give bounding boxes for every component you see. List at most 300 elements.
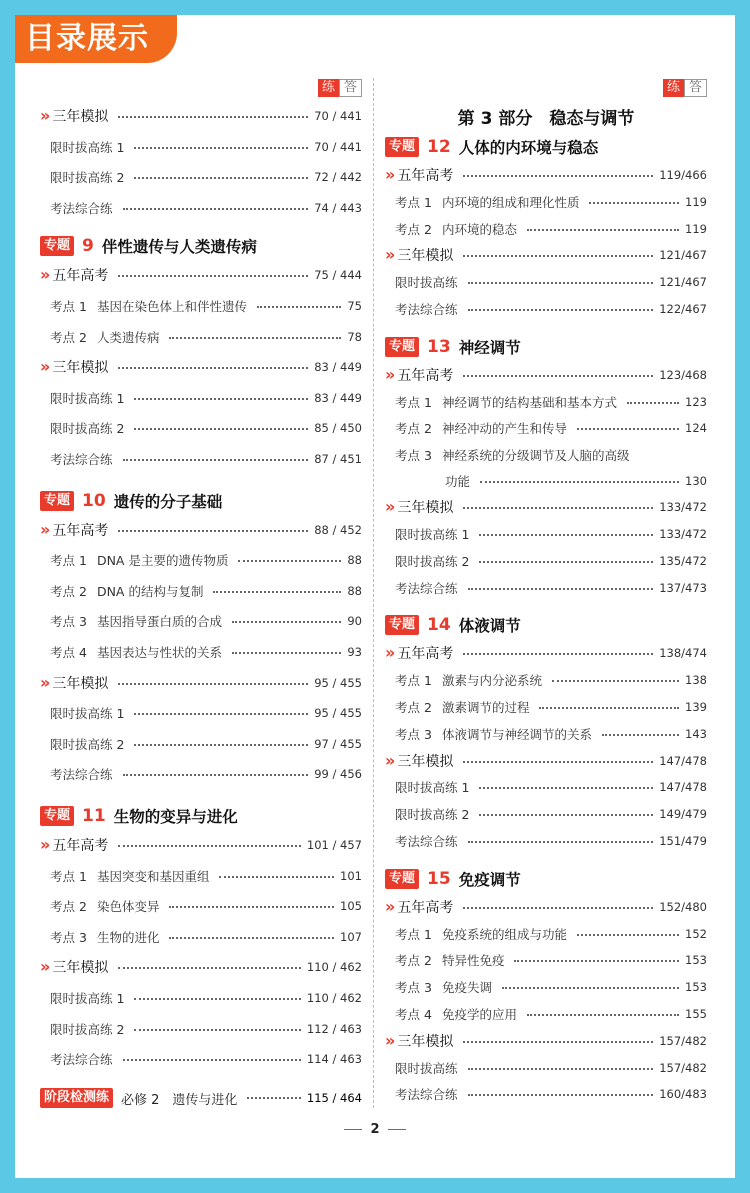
topic-title: 体液调节: [458, 617, 521, 636]
toc-label: 染色体变异: [96, 899, 160, 915]
dot-leader: [468, 841, 654, 843]
page-ref: 110 / 462: [306, 960, 362, 975]
toc-label: » 三年模拟: [385, 751, 453, 771]
page-ref: 95 / 455: [314, 706, 362, 721]
point-number: 考点 2: [395, 221, 432, 237]
topic-tag: 专题: [385, 137, 419, 157]
dot-leader: [118, 116, 308, 118]
toc-entry-row[interactable]: [385, 524, 707, 544]
dot-leader: [577, 934, 679, 936]
page-ref: 138: [685, 673, 707, 688]
dot-leader: [602, 734, 679, 736]
page-ref: 138/474: [659, 646, 707, 661]
badge-answer: 答: [339, 79, 362, 97]
topic-tag: 专题: [40, 806, 74, 826]
topic-title: 遗传的分子基础: [113, 492, 223, 511]
toc-label: 限时拔高练 2: [395, 553, 470, 569]
topic-tag: 专题: [40, 491, 74, 511]
topic-heading[interactable]: [385, 135, 707, 159]
dot-leader: [468, 309, 654, 311]
toc-label: » 五年高考: [40, 520, 108, 540]
toc-section-row[interactable]: [40, 520, 362, 540]
page-ref: 147/478: [659, 780, 707, 795]
toc-section-row[interactable]: [40, 106, 362, 126]
toc-label: 神经系统的分级调节及人脑的高级: [441, 448, 630, 464]
topic-heading[interactable]: [385, 867, 707, 891]
dot-leader: [247, 1097, 300, 1099]
toc-label: » 五年高考: [40, 265, 108, 285]
point-number: 考点 2: [395, 421, 432, 437]
point-number: 考点 1: [395, 926, 432, 942]
page-ref: 88: [347, 553, 362, 568]
dot-leader: [134, 713, 308, 715]
page-ref: 135/472: [659, 553, 707, 568]
toc-label: 限时拔高练: [395, 275, 458, 291]
toc-label: 考法综合练: [395, 1087, 458, 1103]
toc-entry-row[interactable]: [40, 167, 362, 187]
toc-point-row-cont[interactable]: [385, 471, 707, 491]
toc-label: DNA 是主要的遗传物质: [96, 553, 229, 569]
toc-point-row[interactable]: [385, 724, 707, 744]
page-ref: 70 / 441: [314, 139, 362, 154]
toc-point-row[interactable]: [40, 896, 362, 916]
dot-leader: [463, 653, 653, 655]
page-ref: 157/482: [659, 1033, 707, 1048]
toc-entry-row[interactable]: [40, 1049, 362, 1069]
dot-leader: [463, 375, 653, 377]
toc-label: » 三年模拟: [385, 497, 453, 517]
toc-section-row[interactable]: [40, 957, 362, 977]
toc-point-row[interactable]: [385, 1004, 707, 1024]
page-ref: 95 / 455: [314, 675, 362, 690]
page-ref: 119: [685, 194, 707, 209]
dot-leader: [118, 275, 308, 277]
page-footer: [0, 1122, 750, 1137]
toc-label: 限时拔高练 2: [50, 170, 125, 186]
topic-title: 伴性遗传与人类遗传病: [101, 238, 257, 257]
toc-point-row[interactable]: [40, 550, 362, 570]
dot-leader: [463, 907, 653, 909]
toc-label: » 五年高考: [385, 643, 453, 663]
toc-label: 限时拔高练 1: [50, 139, 125, 155]
topic-title: 人体的内环境与稳态: [458, 139, 599, 157]
dot-leader: [479, 787, 653, 789]
point-number: 考点 2: [395, 700, 432, 715]
toc-point-row[interactable]: [40, 642, 362, 662]
toc-label: 激素与内分泌系统: [441, 673, 542, 689]
stage-tag: 阶段检测练: [40, 1088, 113, 1108]
badge-practice: 练: [663, 79, 684, 97]
topic-title: 神经调节: [458, 338, 521, 357]
dot-leader: [479, 814, 653, 816]
badge-answer: 答: [684, 79, 707, 97]
page-ref: 139: [685, 700, 707, 714]
page-ref: 105: [340, 899, 362, 914]
toc-section-row[interactable]: [385, 1031, 707, 1051]
topic-number: 9: [82, 236, 94, 257]
page-ref: 74 / 443: [314, 200, 362, 215]
point-number: 考点 1: [395, 394, 432, 410]
part-heading: 第 3 部分 稳态与调节: [457, 109, 635, 129]
toc-label: 特异性免疫: [441, 953, 505, 969]
page-ref: 107: [340, 929, 362, 944]
toc-label: » 三年模拟: [40, 957, 108, 977]
page-ref: 157/482: [659, 1060, 707, 1075]
toc-entry-row[interactable]: [40, 764, 362, 784]
toc-label: 限时拔高练: [395, 1060, 458, 1076]
page-ref: 124: [685, 421, 707, 436]
topic-tag: 专题: [385, 615, 419, 635]
topic-number: 12: [427, 137, 451, 157]
toc-label: 免疫失调: [441, 980, 492, 996]
toc-label: » 三年模拟: [40, 673, 108, 693]
page-ref: 90: [347, 614, 362, 629]
page-ref: 85 / 450: [314, 421, 362, 436]
toc-label: » 三年模拟: [385, 1031, 453, 1051]
page-ref: 149/479: [659, 807, 707, 822]
page-ref: 122/467: [659, 302, 707, 316]
page-ref: 121/467: [659, 248, 707, 263]
topic-number: 11: [82, 806, 106, 826]
toc-label: 内环境的组成和理化性质: [441, 194, 580, 210]
point-number: 考点 1: [50, 553, 87, 569]
dot-leader: [213, 591, 341, 593]
toc-label: » 三年模拟: [40, 357, 108, 377]
stage-test-row[interactable]: [40, 1087, 362, 1109]
toc-entry-row[interactable]: [385, 299, 707, 319]
toc-entry-row[interactable]: [385, 551, 707, 571]
toc-section-row[interactable]: [40, 835, 362, 855]
toc-point-row[interactable]: [40, 927, 362, 947]
toc-entry-row[interactable]: [385, 1084, 707, 1104]
point-number: 考点 1: [395, 673, 432, 689]
footer-rule: [388, 1129, 406, 1130]
dot-leader: [589, 202, 679, 204]
toc-label: » 三年模拟: [385, 245, 453, 265]
dot-leader: [123, 459, 309, 461]
dot-leader: [577, 428, 679, 430]
page-ref: 153: [685, 953, 707, 968]
toc-section-row[interactable]: [40, 673, 362, 693]
toc-entry-row[interactable]: [40, 449, 362, 469]
topic-tag: 专题: [385, 337, 419, 357]
toc-point-row[interactable]: [385, 977, 707, 997]
dot-leader: [502, 987, 679, 989]
dot-leader: [134, 428, 308, 430]
toc-label: 考法综合练: [395, 302, 458, 317]
point-number: 考点 2: [50, 899, 87, 915]
toc-point-row[interactable]: [385, 192, 707, 212]
page-ref: 101: [340, 868, 362, 883]
page-ref: 93: [347, 645, 362, 659]
dot-leader: [118, 367, 308, 369]
toc-entry-row[interactable]: [385, 777, 707, 797]
toc-label: DNA 的结构与复制: [96, 583, 204, 599]
toc-label: 体液调节与神经调节的关系: [441, 726, 592, 742]
toc-section-row[interactable]: [385, 365, 707, 385]
dot-leader: [169, 337, 341, 339]
page-ref: 151/479: [659, 834, 707, 848]
topic-number: 15: [427, 868, 451, 889]
toc-entry-row[interactable]: [385, 272, 707, 292]
catalog-banner: 目录展示: [15, 15, 177, 63]
page-ref: 72 / 442: [314, 170, 362, 185]
topic-heading[interactable]: [385, 335, 707, 359]
toc-label: 免疫学的应用: [441, 1007, 517, 1022]
toc-label: » 五年高考: [385, 897, 453, 917]
toc-entry-row[interactable]: [385, 804, 707, 824]
dot-leader: [468, 1068, 654, 1070]
toc-section-row[interactable]: [385, 245, 707, 265]
toc-label: 内环境的稳态: [441, 221, 517, 237]
toc-section-row[interactable]: [385, 751, 707, 771]
page-ref: 119/466: [659, 168, 707, 182]
dot-leader: [257, 306, 341, 308]
page-ref: 88 / 452: [314, 522, 362, 537]
point-number: 考点 3: [395, 980, 432, 996]
dot-leader: [468, 282, 654, 284]
dot-leader: [123, 208, 309, 210]
page-ref: 152/480: [659, 899, 707, 914]
toc-label-cont: 功能: [445, 474, 471, 490]
dot-leader: [134, 1029, 300, 1031]
left-column: [40, 0, 362, 1193]
page-ref: 123: [685, 394, 707, 409]
toc-entry-row[interactable]: [40, 703, 362, 723]
dot-leader: [627, 402, 679, 404]
dot-leader: [169, 937, 334, 939]
toc-entry-row[interactable]: [385, 831, 707, 851]
page-ref: 87 / 451: [314, 452, 362, 466]
topic-heading[interactable]: [40, 804, 362, 828]
toc-label: 激素调节的过程: [441, 700, 530, 715]
toc-point-row[interactable]: [385, 950, 707, 970]
dot-leader: [134, 147, 308, 149]
point-number: 考点 2: [50, 583, 87, 599]
point-number: 考点 3: [50, 929, 87, 945]
toc-label: 考法综合练: [50, 452, 113, 467]
page-ref: 101 / 457: [306, 838, 362, 852]
page-ref: 119: [685, 221, 707, 236]
toc-label: 限时拔高练 2: [50, 1021, 125, 1037]
page-ref: 97 / 455: [314, 736, 362, 751]
dot-leader: [123, 1059, 301, 1061]
dot-leader: [463, 507, 653, 509]
page-ref: 70 / 441: [314, 109, 362, 123]
toc-label: 基因在染色体上和伴性遗传: [96, 299, 247, 314]
page-ref: 83 / 449: [314, 360, 362, 375]
page-ref: 153: [685, 980, 707, 995]
toc-section-row[interactable]: [40, 357, 362, 377]
toc-section-row[interactable]: [385, 497, 707, 517]
toc-label: » 五年高考: [385, 165, 453, 185]
page-ref: 88: [347, 583, 362, 598]
point-number: 考点 4: [395, 1007, 432, 1022]
dot-leader: [539, 707, 679, 709]
dot-leader: [527, 229, 679, 231]
page-ref: 137/473: [659, 580, 707, 595]
toc-entry-row[interactable]: [40, 988, 362, 1008]
toc-point-row[interactable]: [385, 418, 707, 438]
toc-label: 限时拔高练 2: [395, 807, 470, 823]
topic-heading[interactable]: [40, 234, 362, 258]
topic-number: 10: [82, 490, 106, 511]
page-ref: 133/472: [659, 500, 707, 515]
page-ref: 83 / 449: [314, 390, 362, 405]
badge-practice: 练: [318, 79, 339, 97]
page-number: 2: [370, 1122, 380, 1137]
page-ref: 75 / 444: [314, 268, 362, 283]
dot-leader: [463, 255, 653, 257]
dot-leader: [123, 774, 309, 776]
page-ref: 112 / 463: [306, 1021, 362, 1036]
toc-label: 限时拔高练 1: [50, 390, 125, 406]
stage-label: 必修 2 遗传与进化: [121, 1092, 238, 1108]
dot-leader: [118, 683, 308, 685]
toc-point-row[interactable]: [385, 445, 707, 465]
toc-point-row[interactable]: [40, 581, 362, 601]
point-number: 考点 1: [50, 868, 87, 884]
point-number: 考点 1: [395, 194, 432, 210]
toc-label: 基因突变和基因重组: [96, 868, 210, 884]
toc-entry-row[interactable]: [40, 418, 362, 438]
toc-entry-row[interactable]: [40, 734, 362, 754]
toc-label: 神经冲动的产生和传导: [441, 421, 567, 437]
toc-point-row[interactable]: [40, 327, 362, 347]
dot-leader: [238, 560, 341, 562]
dot-leader: [468, 1094, 654, 1096]
page-ref: 121/467: [659, 275, 707, 290]
toc-label: 限时拔高练 1: [395, 527, 470, 542]
toc-label: 限时拔高练 2: [50, 736, 125, 752]
page-ref: 130: [685, 474, 707, 489]
topic-tag: 专题: [385, 869, 419, 889]
page-ref: 75: [347, 299, 362, 313]
toc-entry-row[interactable]: [385, 578, 707, 598]
dot-leader: [463, 175, 653, 177]
toc-label: » 五年高考: [385, 365, 453, 385]
page-ref: 147/478: [659, 753, 707, 768]
topic-title: 生物的变异与进化: [113, 808, 238, 826]
toc-label: 神经调节的结构基础和基本方式: [441, 394, 617, 410]
dot-leader: [232, 652, 341, 654]
page-ref: 99 / 456: [314, 767, 362, 782]
toc-point-row[interactable]: [385, 670, 707, 690]
topic-heading[interactable]: [385, 613, 707, 637]
toc-section-row[interactable]: [40, 265, 362, 285]
dot-leader: [479, 534, 653, 536]
practice-answer-badge: [663, 79, 707, 97]
point-number: 考点 3: [395, 448, 432, 464]
toc-point-row[interactable]: [40, 611, 362, 631]
dot-leader: [134, 744, 308, 746]
dot-leader: [552, 680, 679, 682]
dot-leader: [232, 621, 341, 623]
toc-label: 基因表达与性状的关系: [96, 645, 222, 660]
toc-label: » 三年模拟: [40, 106, 108, 126]
dot-leader: [479, 561, 653, 563]
point-number: 考点 3: [50, 614, 87, 630]
toc-label: 考法综合练: [395, 580, 458, 596]
page-ref: 143: [685, 726, 707, 741]
page-ref: 123/468: [659, 367, 707, 382]
toc-point-row[interactable]: [385, 392, 707, 412]
toc-label: 限时拔高练 1: [50, 991, 125, 1006]
point-number: 考点 2: [395, 953, 432, 969]
practice-answer-badge: [318, 79, 362, 97]
toc-section-row[interactable]: [385, 165, 707, 185]
point-number: 考点 1: [50, 299, 87, 314]
point-number: 考点 2: [50, 329, 87, 345]
toc-entry-row[interactable]: [40, 388, 362, 408]
toc-section-row[interactable]: [385, 643, 707, 663]
toc-label: 人类遗传病: [96, 329, 160, 345]
toc-entry-row[interactable]: [385, 1058, 707, 1078]
topic-tag: 专题: [40, 236, 74, 256]
toc-point-row[interactable]: [385, 924, 707, 944]
toc-label: 基因指导蛋白质的合成: [96, 614, 222, 630]
dot-leader: [134, 177, 308, 179]
dot-leader: [134, 998, 300, 1000]
page-ref: 115 / 464: [306, 1091, 362, 1105]
toc-entry-row[interactable]: [40, 137, 362, 157]
page-ref: 114 / 463: [306, 1052, 362, 1067]
dot-leader: [118, 845, 301, 847]
topic-number: 14: [427, 615, 451, 636]
point-number: 考点 4: [50, 645, 87, 660]
toc-entry-row[interactable]: [40, 198, 362, 218]
toc-point-row[interactable]: [40, 296, 362, 316]
dot-leader: [219, 876, 334, 878]
toc-label: 限时拔高练 1: [50, 706, 125, 722]
page-ref: 160/483: [659, 1087, 707, 1102]
toc-label: » 五年高考: [40, 835, 108, 855]
page-ref: 78: [347, 329, 362, 344]
dot-leader: [468, 588, 654, 590]
dot-leader: [514, 960, 679, 962]
dot-leader: [169, 906, 334, 908]
toc-point-row[interactable]: [385, 697, 707, 717]
toc-entry-row[interactable]: [40, 1019, 362, 1039]
right-column: [385, 0, 707, 1193]
toc-section-row[interactable]: [385, 897, 707, 917]
topic-number: 13: [427, 336, 451, 357]
footer-rule: [344, 1129, 362, 1130]
toc-label: 考法综合练: [50, 767, 113, 783]
dot-leader: [118, 530, 308, 532]
column-divider: [373, 78, 374, 1108]
dot-leader: [463, 761, 653, 763]
toc-label: 生物的进化: [96, 929, 160, 945]
topic-heading[interactable]: [40, 489, 362, 513]
toc-label: 限时拔高练 2: [50, 421, 125, 437]
topic-title: 免疫调节: [458, 870, 521, 889]
dot-leader: [118, 967, 301, 969]
toc-label: 考法综合练: [50, 1052, 113, 1068]
toc-label: 考法综合练: [395, 834, 458, 849]
dot-leader: [134, 398, 308, 400]
page-ref: 110 / 462: [306, 991, 362, 1005]
page-ref: 133/472: [659, 527, 707, 541]
dot-leader: [480, 481, 679, 483]
toc-label: 考法综合练: [50, 200, 113, 216]
toc-point-row[interactable]: [385, 219, 707, 239]
dot-leader: [463, 1041, 653, 1043]
toc-point-row[interactable]: [40, 866, 362, 886]
dot-leader: [527, 1014, 679, 1016]
page-ref: 155: [685, 1007, 707, 1021]
toc-label: 限时拔高练 1: [395, 780, 470, 796]
